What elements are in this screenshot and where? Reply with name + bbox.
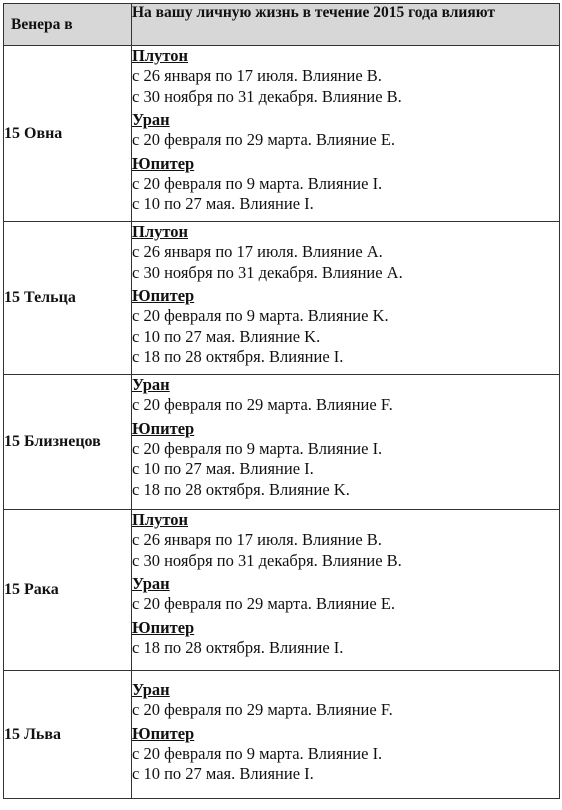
planet-name: Уран [132, 574, 170, 593]
sign-cell: 15 Льва [4, 671, 132, 799]
planet-block [132, 419, 559, 501]
effects-cell [132, 222, 560, 375]
period-line: с 26 января по 17 июля. Влияние B. [132, 66, 382, 85]
period-line: с 26 января по 17 июля. Влияние B. [132, 530, 382, 549]
sign-cell: 15 Овна [4, 46, 132, 222]
planet-block [132, 724, 559, 785]
period-line: с 18 по 28 октября. Влияние I. [132, 637, 344, 657]
planet-name: Плутон [132, 510, 188, 529]
planet-block [132, 375, 559, 416]
period-line: с 20 февраля по 29 марта. Влияние F. [132, 700, 393, 719]
planet-name: Плутон [132, 222, 188, 241]
sign-cell: 15 Близнецов [4, 375, 132, 510]
planet-block [132, 574, 559, 615]
planet-block [132, 222, 559, 283]
planet-name: Юпитер [132, 418, 195, 438]
period-line: с 20 февраля по 29 марта. Влияние E. [132, 594, 396, 613]
planet-name: Уран [132, 375, 170, 394]
table-row [4, 671, 560, 799]
header-influences: На вашу личную жизнь в течение 2015 года влияют [132, 4, 560, 46]
planet-name: Уран [132, 110, 170, 129]
effects-cell [132, 375, 560, 510]
period-line: с 10 по 27 мая. Влияние K. [132, 326, 321, 346]
period-line: с 30 ноября по 31 декабря. Влияние A. [132, 262, 403, 282]
planet-block [132, 286, 559, 368]
planet-name: Юпитер [132, 153, 195, 173]
planet-block [132, 680, 559, 721]
period-line: с 20 февраля по 29 марта. Влияние E. [132, 130, 396, 149]
effects-cell [132, 510, 560, 671]
period-line: с 26 января по 17 июля. Влияние A. [132, 242, 383, 261]
header-venus-in: Венера в [4, 4, 132, 46]
planet-name: Юпитер [132, 723, 195, 743]
table-row [4, 375, 560, 510]
venus-influence-table [3, 3, 560, 799]
period-line: с 10 по 27 мая. Влияние I. [132, 459, 314, 478]
period-line: с 30 ноября по 31 декабря. Влияние B. [132, 550, 402, 570]
period-line: с 30 ноября по 31 декабря. Влияние B. [132, 86, 402, 106]
planet-block [132, 618, 559, 659]
table-row [4, 510, 560, 671]
sign-cell: 15 Рака [4, 510, 132, 671]
effects-cell [132, 46, 560, 222]
table-header-row [4, 4, 560, 46]
period-line: с 20 февраля по 9 марта. Влияние I. [132, 743, 383, 763]
planet-name: Уран [132, 680, 170, 699]
planet-name: Юпитер [132, 286, 195, 305]
table-row [4, 46, 560, 222]
effects-cell [132, 671, 560, 799]
planet-block [132, 154, 559, 215]
planet-name: Плутон [132, 46, 188, 65]
planet-block [132, 110, 559, 151]
planet-name: Юпитер [132, 617, 195, 637]
planet-block [132, 46, 559, 107]
planet-block [132, 510, 559, 571]
period-line: с 18 по 28 октября. Влияние K. [132, 479, 350, 499]
period-line: с 20 февраля по 9 марта. Влияние I. [132, 173, 383, 193]
table-row [4, 222, 560, 375]
period-line: с 18 по 28 октября. Влияние I. [132, 347, 344, 366]
period-line: с 20 февраля по 9 марта. Влияние K. [132, 306, 389, 325]
sign-cell: 15 Тельца [4, 222, 132, 375]
period-line: с 20 февраля по 9 марта. Влияние I. [132, 438, 383, 458]
period-line: с 10 по 27 мая. Влияние I. [132, 764, 314, 783]
period-line: с 10 по 27 мая. Влияние I. [132, 194, 314, 213]
period-line: с 20 февраля по 29 марта. Влияние F. [132, 395, 393, 414]
